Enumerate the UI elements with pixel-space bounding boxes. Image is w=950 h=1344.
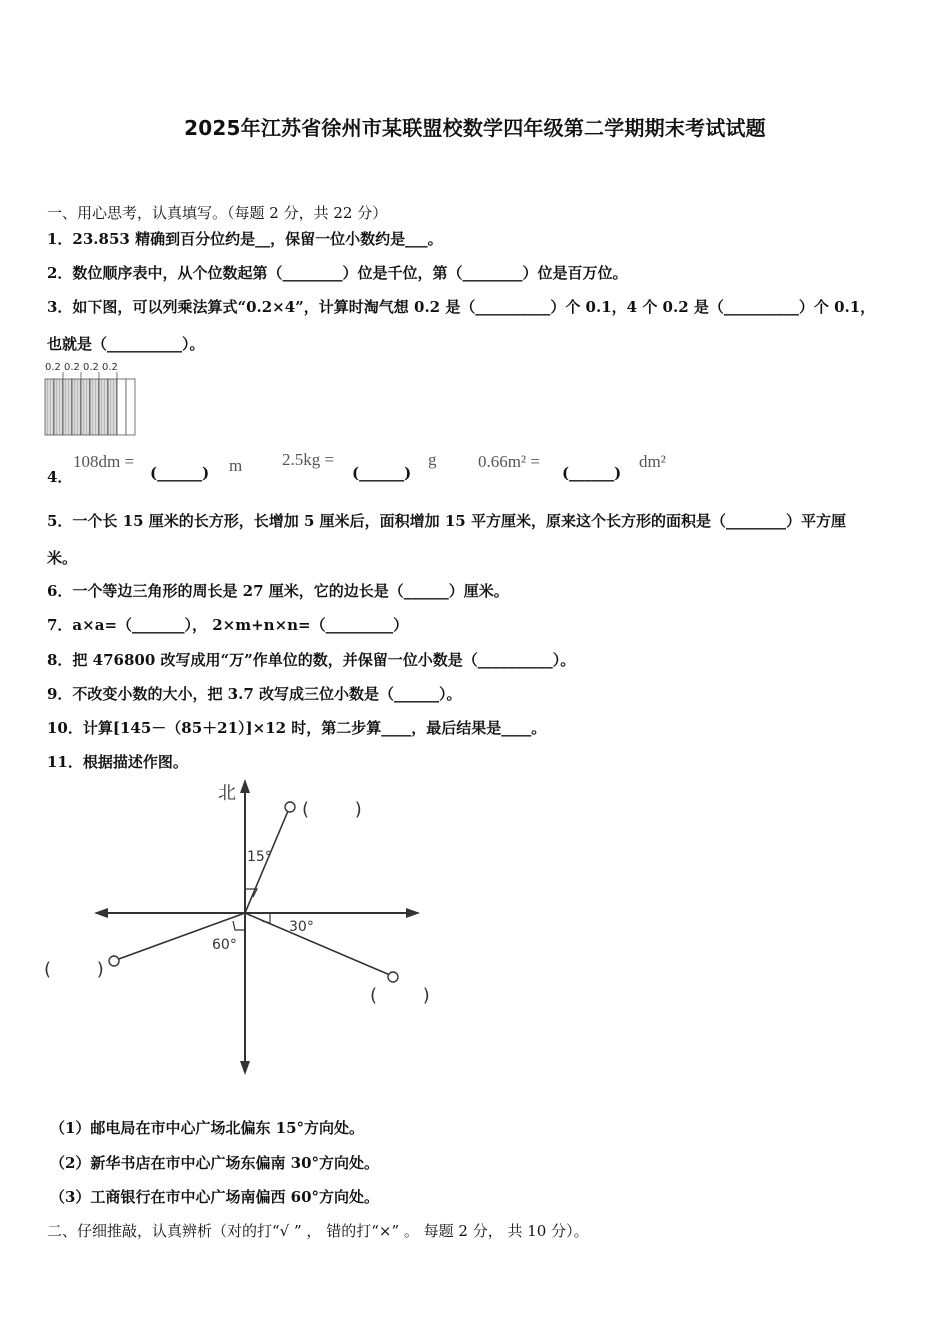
question-2: 2．数位顺序表中，从个位数起第（________）位是千位，第（________）位是百万位。 [47, 264, 628, 282]
shaded-strip [90, 379, 99, 435]
q4-item3-expr: 0.66m² = [478, 452, 540, 471]
question-7: 7．a×a=（_______）， 2×m+n×n=（_________） [47, 616, 409, 634]
question-8: 8．把 476800 改写成用“万”作单位的数，并保留一位小数是（__________）。 [47, 651, 576, 669]
shaded-strip [54, 379, 63, 435]
west-arrow [94, 908, 108, 918]
page-title: 2025年江苏省徐州市某联盟校数学四年级第二学期期末考试试题 [184, 116, 766, 140]
north-label: 北 [218, 783, 236, 804]
south-arrow [240, 1061, 250, 1075]
question-3-line2: 也就是（__________）。 [47, 335, 205, 353]
strip-label: 0.2 [64, 362, 80, 373]
shaded-strip [45, 379, 54, 435]
question-5-line1: 5．一个长 15 厘米的长方形，长增加 5 厘米后，面积增加 15 平方厘米，原来这个长方形的面积是（________）平方厘 [47, 512, 846, 530]
placeholder-label: ( ) [302, 799, 362, 820]
question-1: 1．23.853 精确到百分位约是__，保留一位小数约是___。 [47, 230, 443, 248]
decimal-strips-figure [44, 360, 140, 440]
q4-item1-unit: m [229, 456, 243, 475]
q4-item2-expr: 2.5kg = [282, 450, 335, 469]
q4-item3-unit: dm² [639, 452, 666, 471]
empty-strip [117, 379, 126, 435]
question-3-line1: 3．如下图，可以列乘法算式“0.2×4”，计算时淘气想 0.2 是（__________）个 0.1，4 个 0.2 是（__________）个 0.1， [47, 298, 876, 316]
north-arrow [240, 779, 250, 793]
question-9: 9．不改变小数的大小，把 3.7 改写成三位小数是（______）。 [47, 685, 462, 703]
placeholder-label: ( ) [370, 985, 430, 1006]
shaded-strip [72, 379, 81, 435]
point-circle [285, 802, 295, 812]
question-10: 10．计算[145－（85＋21）]×12 时，第二步算____，最后结果是____。 [47, 719, 547, 737]
angle-label-30: 30° [289, 919, 314, 935]
section2-heading: 二、仔细推敲，认真辨析（对的打“√ ” ， 错的打“×” 。 每题 2 分， 共 10 分）。 [47, 1222, 589, 1240]
shaded-strip [63, 379, 72, 435]
q4-item1-blank: (______) [150, 464, 210, 482]
question-11-sub3: （3）工商银行在市中心广场南偏西 60°方向处。 [50, 1188, 380, 1206]
angle-mark-30 [262, 913, 270, 923]
direction-diagram [40, 775, 440, 1080]
question-5-line2: 米。 [47, 549, 78, 567]
strip-label: 0.2 [102, 362, 118, 373]
shaded-strip [108, 379, 117, 435]
point-circle [388, 972, 398, 982]
q4-item2-unit: g [428, 450, 437, 469]
question-4-number: 4． [47, 468, 73, 486]
placeholder-label: ( ) [44, 959, 104, 980]
q4-item1-expr: 108dm = [73, 452, 135, 471]
question-11: 11．根据描述作图。 [47, 753, 188, 771]
angle-label-60: 60° [212, 937, 237, 953]
point-circle [109, 956, 119, 966]
angle-mark-60 [233, 921, 245, 930]
strip-label: 0.2 [45, 362, 61, 373]
strip-label: 0.2 [83, 362, 99, 373]
question-11-sub1: （1）邮电局在市中心广场北偏东 15°方向处。 [50, 1119, 365, 1137]
east-arrow [406, 908, 420, 918]
question-11-sub2: （2）新华书店在市中心广场东偏南 30°方向处。 [50, 1154, 380, 1172]
shaded-strip [81, 379, 90, 435]
empty-strip [126, 379, 135, 435]
shaded-strip [99, 379, 108, 435]
q4-item3-blank: (______) [562, 464, 622, 482]
angle-label-15: 15° [247, 849, 272, 865]
q4-item2-blank: (______) [352, 464, 412, 482]
section1-heading: 一、用心思考，认真填写。（每题 2 分，共 22 分） [47, 204, 388, 222]
question-6: 6．一个等边三角形的周长是 27 厘米，它的边长是（______）厘米。 [47, 582, 509, 600]
